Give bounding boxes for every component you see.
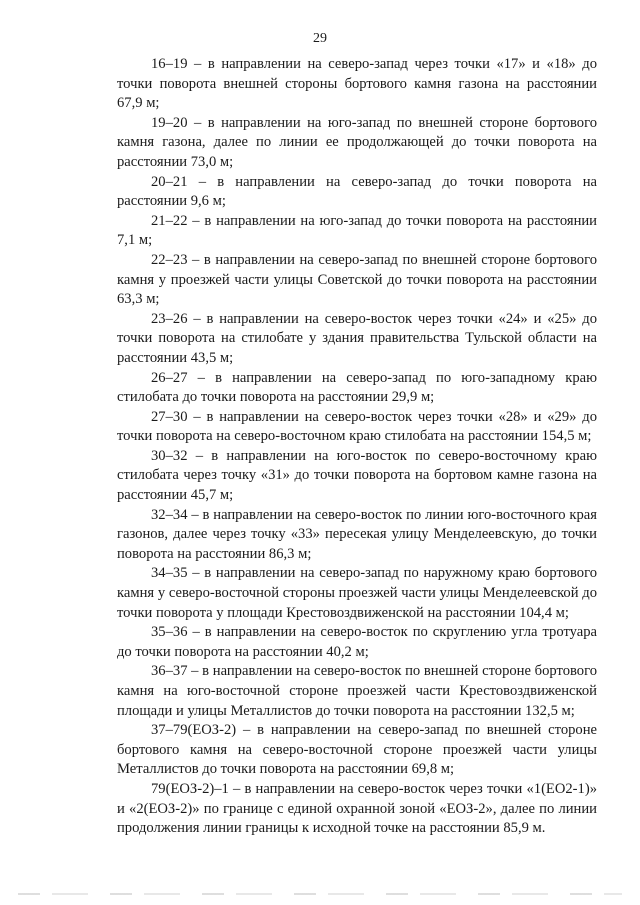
boundary-segment-paragraph: 30–32 – в направлении на юго-восток по северо-восточному краю стилобата через точку «31» до точки поворота на бортовом камне газона на расстоянии 45,7 м; — [117, 447, 597, 504]
boundary-segment-paragraph: 35–36 – в направлении на северо-восток по скруглению угла тротуара до точки поворота на расстоянии 40,2 м; — [117, 624, 597, 660]
boundary-segment-paragraph: 21–22 – в направлении на юго-запад до точки поворота на расстоянии 7,1 м; — [117, 212, 597, 249]
boundary-segment-paragraph: 19–20 – в направлении на юго-запад по внешней стороне бортового камня газона, далее по линии ее продолжающей до точки поворота на расстоянии 73,0 м; — [117, 114, 597, 170]
scan-edge-artifact — [18, 893, 622, 895]
boundary-segment-paragraph: 36–37 – в направлении на северо-восток по внешней стороне бортового камня на юго-восточной стороне проезжей части Крестовоздвиженской площади и улицы Металлистов до точки поворота на расстоянии 132,5 м; — [117, 663, 597, 719]
boundary-segment-paragraph: 16–19 – в направлении на северо-запад через точки «17» и «18» до точки поворота внешней стороны бортового камня газона на расстоянии 67,9 м; — [117, 56, 597, 112]
boundary-segment-paragraph: 26–27 – в направлении на северо-запад по юго-западному краю стилобата до точки поворота на расстоянии 29,9 м; — [117, 369, 597, 406]
boundary-segment-paragraph: 22–23 – в направлении на северо-запад по внешней стороне бортового камня у проезжей части улицы Советской до точки поворота на расстоянии 63,3 м; — [117, 251, 597, 308]
boundary-segment-paragraph: 27–30 – в направлении на северо-восток через точки «28» и «29» до точки поворота на северо-восточном краю стилобата на расстоянии 154,5 м; — [117, 408, 597, 445]
boundary-segment-paragraph: 79(ЕОЗ-2)–1 – в направлении на северо-восток через точки «1(ЕО2-1)» и «2(ЕОЗ-2)» по границе с единой охранной зоной «ЕОЗ-2», далее по линии продолжения линии границы к исходной точке на расстоянии 85,9 м. — [117, 780, 597, 837]
boundary-segment-paragraph: 37–79(ЕОЗ-2) – в направлении на северо-запад по внешней стороне бортового камня на северо-восточной стороне проезжей части улицы Металлистов до точки поворота на расстоянии 69,8 м; — [117, 722, 597, 778]
boundary-segment-paragraph: 23–26 – в направлении на северо-восток через точки «24» и «25» до точки поворота на стилобате у здания правительства Тульской области на расстоянии 43,5 м; — [117, 310, 597, 366]
document-body — [117, 55, 597, 839]
boundary-segment-paragraph: 20–21 – в направлении на северо-запад до точки поворота на расстоянии 9,6 м; — [117, 173, 597, 210]
boundary-segment-paragraph: 34–35 – в направлении на северо-запад по наружному краю бортового камня у северо-восточной стороны проезжей части улицы Менделеевской до точки поворота у площади Крестовоздвиженской на расстоянии 104,4 м; — [117, 565, 597, 621]
boundary-segment-paragraph: 32–34 – в направлении на северо-восток по линии юго-восточного края газонов, далее через точку «33» пересекая улицу Менделеевскую, до точки поворота на расстоянии 86,3 м; — [117, 506, 597, 562]
page-number: 29 — [313, 31, 327, 46]
